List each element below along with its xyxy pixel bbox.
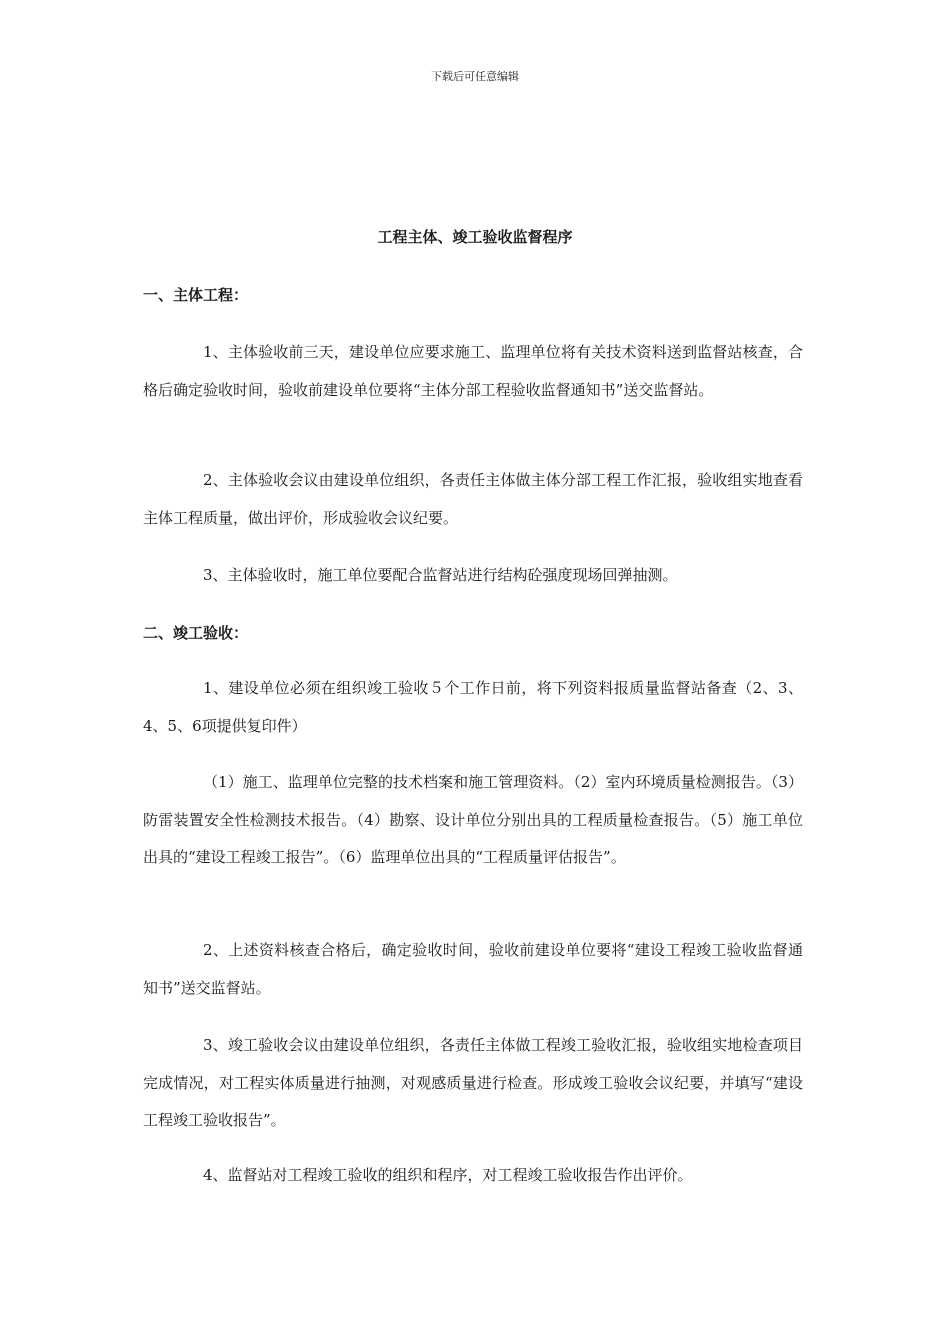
paragraph-completion-5: 4、监督站对工程竣工验收的组织和程序，对工程竣工验收报告作出评价。 <box>203 1166 693 1184</box>
paragraph-completion-3: 2、上述资料核查合格后，确定验收时间，验收前建设单位要将“建设工程竣工验收监督通知书”送交监督站。 <box>143 941 803 997</box>
paragraph-completion-2: （1）施工、监理单位完整的技术档案和施工管理资料。（2）室内环境质量检测报告。（3）防雷装置安全性检测技术报告。（4）勘察、设计单位分别出具的工程质量检查报告。（5）施工单位出具的“建设工程竣工报告”。（6）监理单位出具的“工程质量评估报告”。 <box>143 773 803 866</box>
paragraph-main-2: 2、主体验收会议由建设单位组织，各责任主体做主体分部工程工作汇报，验收组实地查看主体工程质量，做出评价，形成验收会议纪要。 <box>143 471 803 527</box>
paragraph-main-1: 1、主体验收前三天，建设单位应要求施工、监理单位将有关技术资料送到监督站核查，合格后确定验收时间，验收前建设单位要将“主体分部工程验收监督通知书”送交监督站。 <box>143 343 803 399</box>
paragraph-main-3: 3、主体验收时，施工单位要配合监督站进行结构砼强度现场回弹抽测。 <box>203 566 678 584</box>
paragraph-completion-4: 3、竣工验收会议由建设单位组织，各责任主体做工程竣工验收汇报，验收组实地检查项目完成情况，对工程实体质量进行抽测，对观感质量进行检查。形成竣工验收会议纪要，并填写“建设工程竣工验收报告”。 <box>143 1036 803 1129</box>
header-note: 下载后可任意编辑 <box>431 70 519 83</box>
section-heading-main-works: 一、主体工程： <box>143 286 249 304</box>
paragraph-completion-1: 1、建设单位必须在组织竣工验收５个工作日前，将下列资料报质量监督站备查（2、3、4、5、6项提供复印件） <box>143 679 803 735</box>
section-heading-completion: 二、竣工验收： <box>143 624 249 642</box>
page-title: 工程主体、竣工验收监督程序 <box>377 228 573 246</box>
